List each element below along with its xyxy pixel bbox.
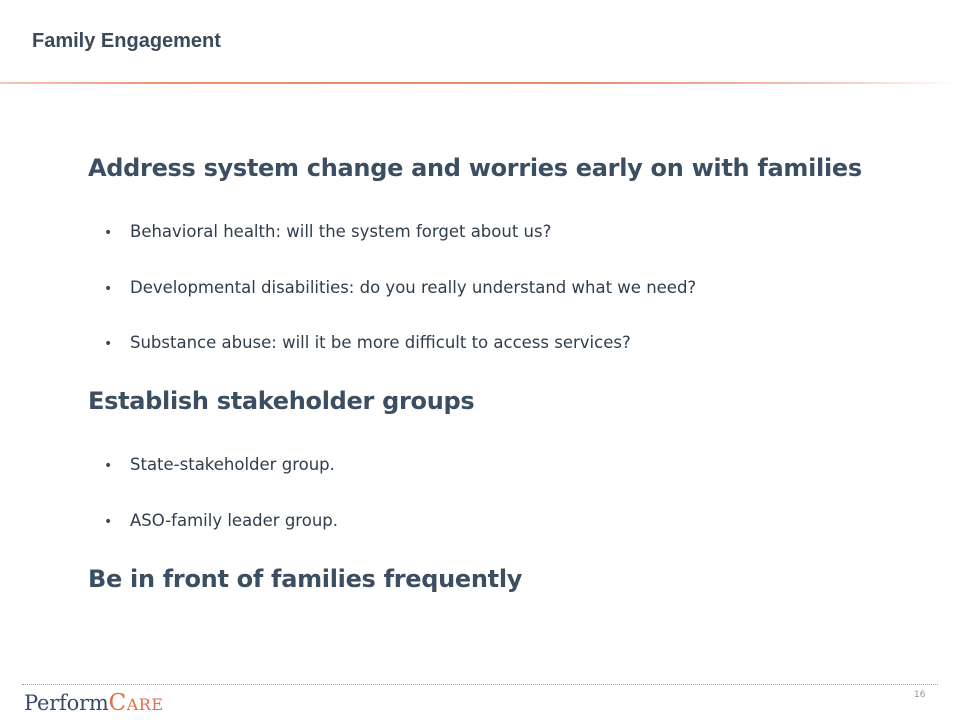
bullet-text: Substance abuse: will it be more difficult to access services?: [130, 333, 631, 352]
logo-text-care: Care: [108, 690, 164, 716]
section-heading-system-change: Address system change and worries early on with families: [88, 154, 862, 182]
bullet-text: ASO-family leader group.: [130, 511, 338, 530]
bullet-item: [104, 333, 631, 352]
bullet-icon: •: [104, 281, 113, 297]
section-heading-stakeholder-groups: Establish stakeholder groups: [88, 387, 475, 415]
logo-text-perform: Perform: [24, 691, 109, 715]
performcare-logo: [24, 690, 164, 716]
bullet-item: [104, 511, 338, 530]
bullet-item: [104, 222, 551, 241]
bullet-icon: •: [104, 225, 113, 241]
bullet-icon: •: [104, 458, 113, 474]
bullet-text: Behavioral health: will the system forget about us?: [130, 222, 552, 241]
footer-divider: [22, 684, 938, 685]
bullet-text: Developmental disabilities: do you really understand what we need?: [130, 278, 697, 297]
section-heading-front-of-families: Be in front of families frequently: [88, 565, 523, 593]
page-number: 16: [914, 690, 926, 700]
bullet-item: [104, 455, 335, 474]
bullet-text: State-stakeholder group.: [130, 455, 335, 474]
bullet-icon: •: [104, 514, 113, 530]
slide-title: Family Engagement: [32, 30, 221, 52]
bullet-icon: •: [104, 336, 113, 352]
bullet-item: [104, 278, 696, 297]
